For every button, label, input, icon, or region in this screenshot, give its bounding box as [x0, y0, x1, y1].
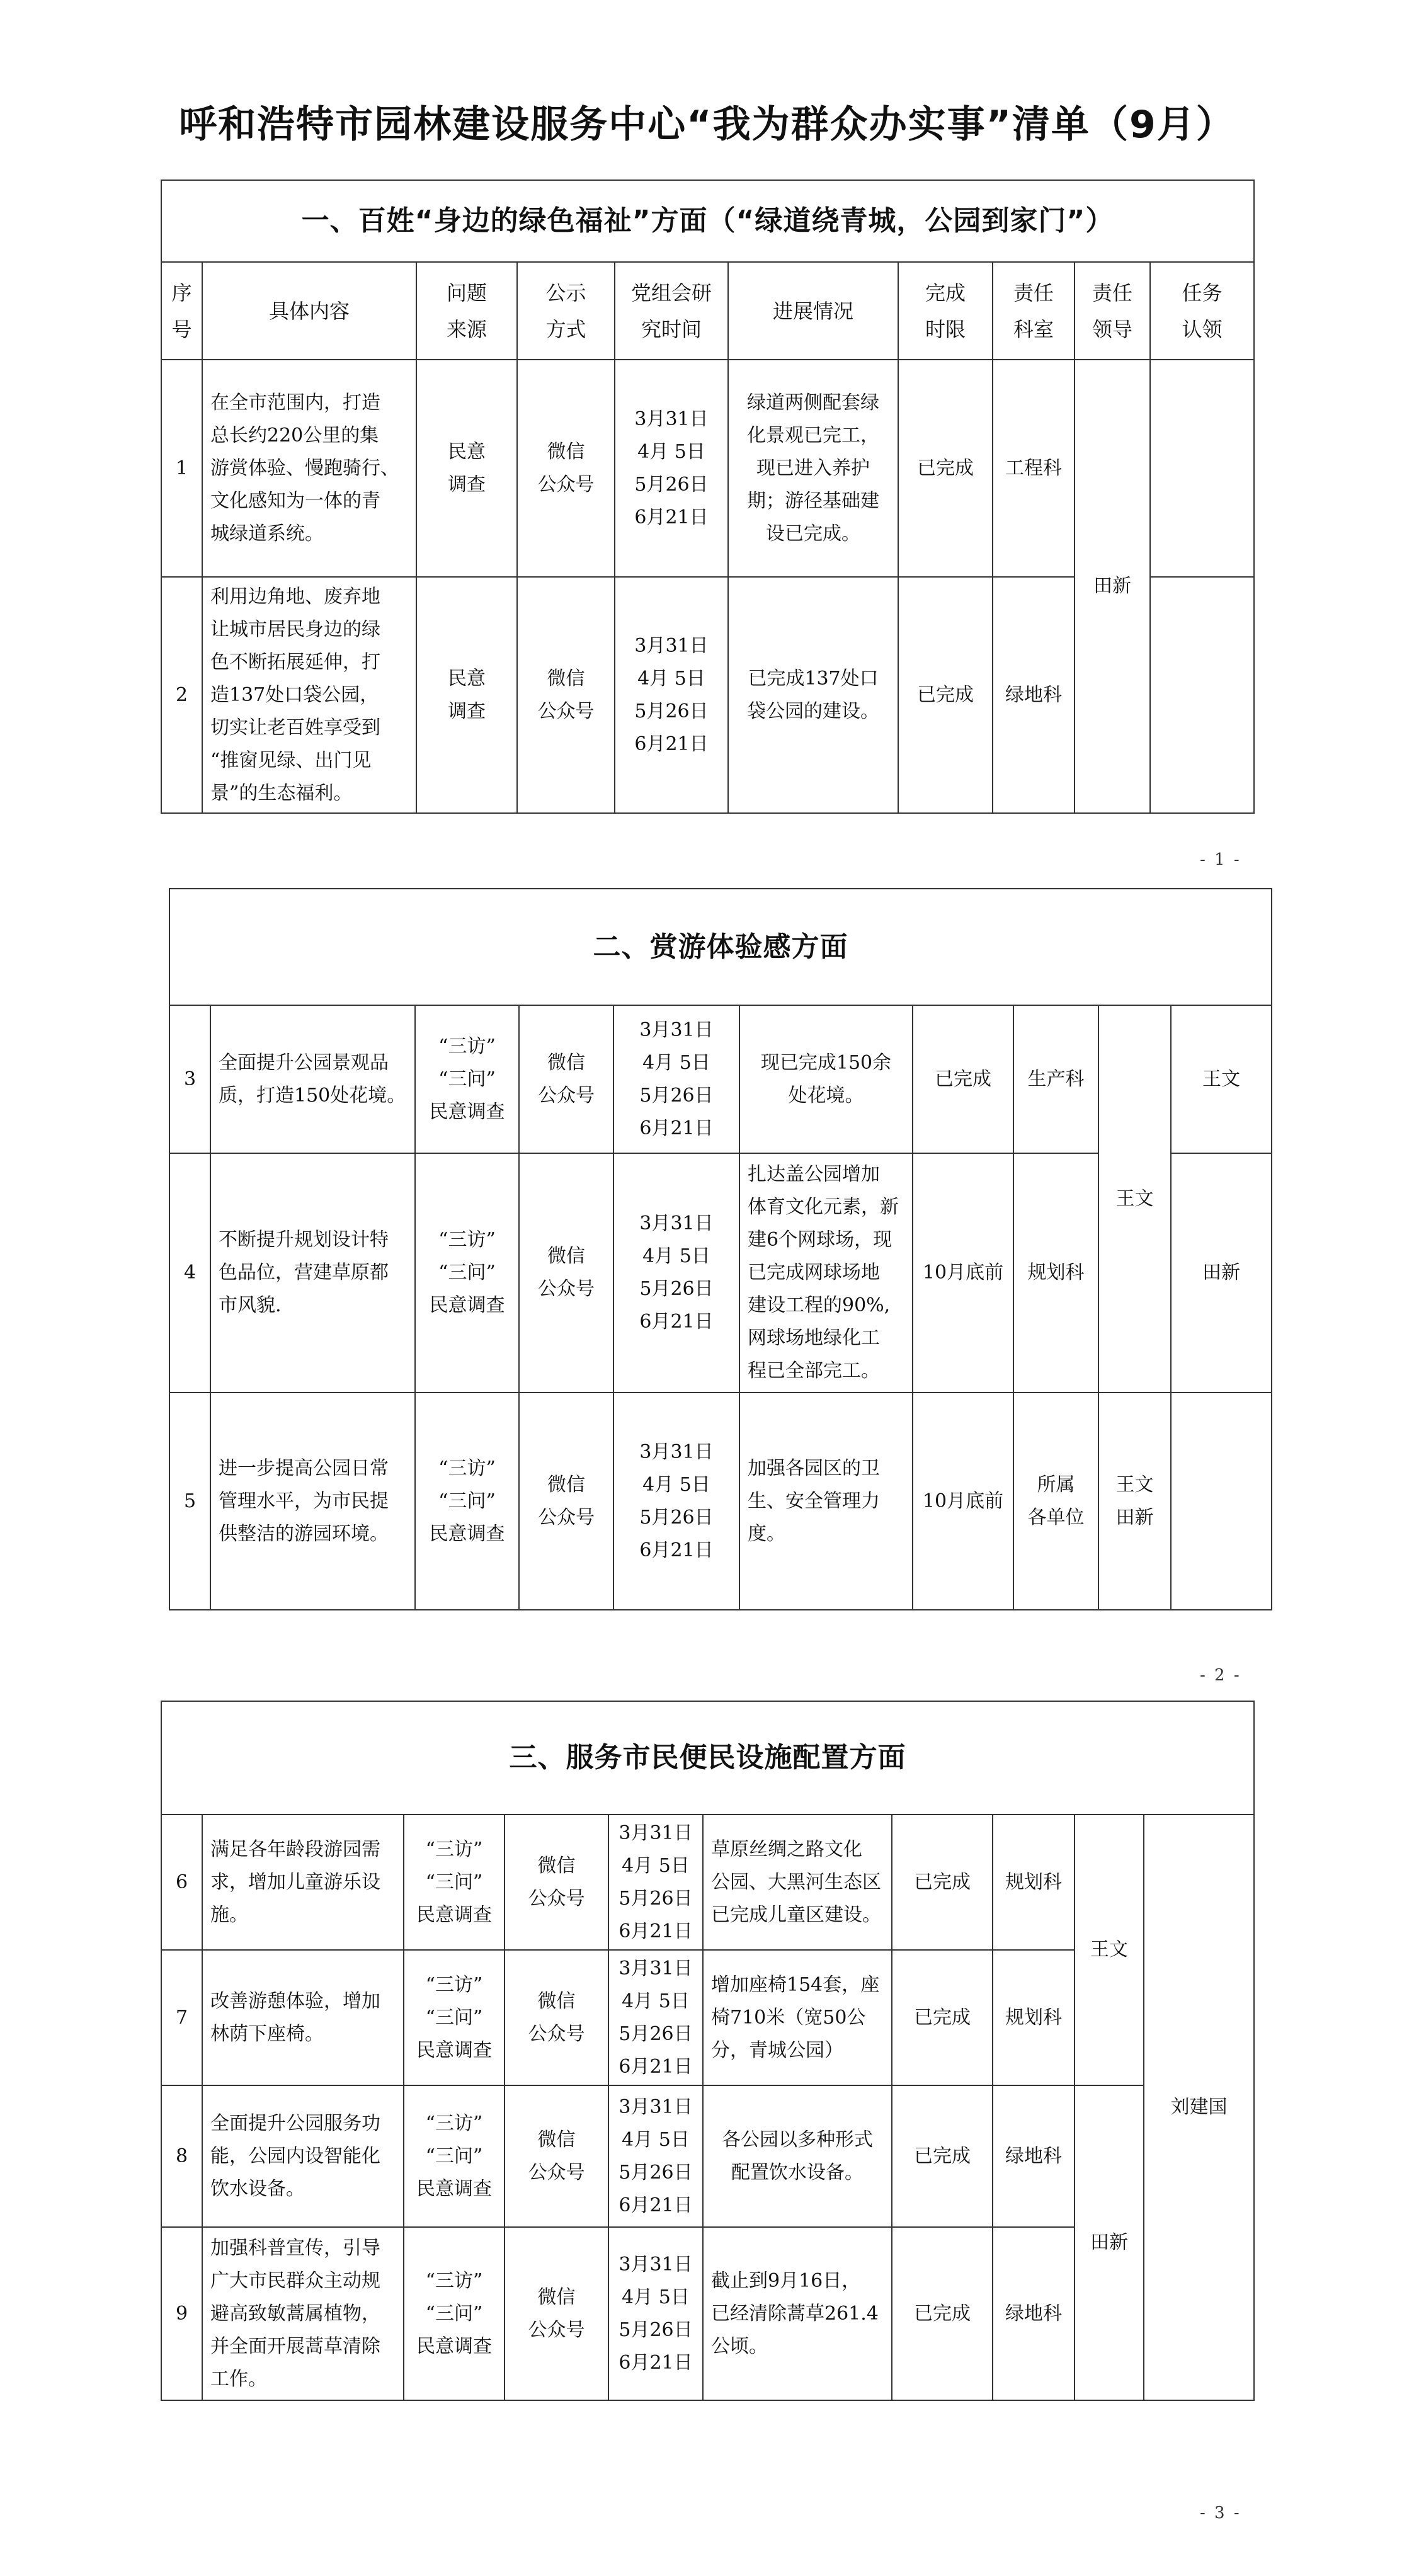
- cell-line: 改善游憩体验，增加: [210, 1990, 380, 2012]
- cell-line: 微信: [547, 1473, 585, 1496]
- row-deadline: [892, 1950, 993, 2085]
- cell-line: 微信: [537, 1854, 576, 1877]
- cell-line: “三问”: [438, 1262, 496, 1284]
- row-claim: [1171, 1153, 1272, 1393]
- row-dept: [1013, 1393, 1098, 1610]
- cell-line: 公众号: [538, 1278, 595, 1300]
- row-source: [415, 1153, 519, 1393]
- cell-line: 已完成: [917, 683, 974, 706]
- row-leader: [1098, 1005, 1171, 1393]
- cell-line: 民意调查: [429, 1522, 505, 1545]
- table-row: [161, 1815, 1254, 1950]
- row-progress: [739, 1153, 913, 1393]
- row-dates: [608, 1815, 703, 1950]
- cell-line: 微信: [537, 2128, 576, 2151]
- cell-line: 田新: [1115, 1506, 1154, 1529]
- row-deadline: [892, 2227, 993, 2400]
- cell-line: 公顷。: [711, 2335, 768, 2357]
- cell-line: 王文: [1115, 1473, 1154, 1496]
- row-progress: [703, 2227, 892, 2400]
- header-dept: 责任 科室: [993, 262, 1075, 360]
- cell-line: 椅710米（宽50公: [711, 2006, 866, 2029]
- cell-line: 增加座椅154套，座: [711, 1973, 880, 1996]
- cell-line: 已完成: [914, 2302, 971, 2325]
- cell-line: 化景观已完工，: [747, 424, 879, 447]
- cell-line: 避高致敏蒿属植物，: [210, 2302, 380, 2325]
- cell-line: “三问”: [438, 1068, 496, 1090]
- cell-line: 总长约220公里的集: [210, 424, 379, 447]
- cell-line: 游赏体验、慢跑骑行、: [210, 457, 399, 479]
- cell-line: “三访”: [425, 2112, 483, 2134]
- cell-line: 微信: [537, 2286, 576, 2308]
- cell-line: 加强各园区的卫: [748, 1457, 880, 1479]
- cell-line: 6月21日: [619, 2351, 693, 2374]
- row-claim: [1171, 1393, 1272, 1610]
- cell-line: “三访”: [425, 1973, 483, 1996]
- cell-line: 袋公园的建设。: [747, 700, 879, 722]
- cell-line: 程已全部完工。: [748, 1360, 880, 1382]
- row-leader: [1098, 1393, 1171, 1610]
- cell-line: “三问”: [425, 1871, 483, 1893]
- row-no: 6: [161, 1815, 202, 1950]
- cell-line: 公众号: [528, 2022, 585, 2045]
- cell-line: 5月26日: [619, 2161, 693, 2184]
- cell-line: 公众号: [528, 1887, 585, 1910]
- row-no: 3: [169, 1005, 210, 1153]
- cell-line: “三问”: [425, 2302, 483, 2325]
- row-deadline: [913, 1153, 1013, 1393]
- table-row: [161, 2085, 1254, 2227]
- cell-line: 造137处口袋公园，: [210, 683, 379, 706]
- cell-line: 公众号: [538, 1506, 595, 1529]
- header-content: 具体内容: [202, 262, 416, 360]
- row-no: 7: [161, 1950, 202, 2085]
- cell-line: 3月31日: [619, 2095, 693, 2118]
- row-source: [404, 1950, 505, 2085]
- header-leader: 责任 领导: [1075, 262, 1150, 360]
- cell-line: 配置饮水设备。: [731, 2161, 864, 2184]
- cell-line: 微信: [547, 440, 585, 463]
- row-method: [505, 2085, 608, 2227]
- cell-line: 4月 5日: [642, 1051, 710, 1074]
- cell-line: 5月26日: [639, 1084, 714, 1107]
- row-no: 8: [161, 2085, 202, 2227]
- cell-line: 在全市范围内，打造: [210, 391, 380, 414]
- cell-line: 度。: [748, 1522, 785, 1545]
- cell-line: “三问”: [425, 2145, 483, 2167]
- row-leader: [1075, 360, 1150, 813]
- row-method: [519, 1005, 613, 1153]
- row-claim: [1171, 1005, 1272, 1153]
- header-row: [161, 262, 1254, 360]
- row-progress: [703, 1950, 892, 2085]
- cell-line: 不断提升规划设计特: [219, 1229, 389, 1251]
- row-progress: [728, 360, 898, 577]
- cell-line: 林荫下座椅。: [210, 2022, 324, 2045]
- row-dept: [1013, 1153, 1098, 1393]
- cell-line: 民意调查: [429, 1100, 505, 1123]
- row-dates: [608, 1950, 703, 2085]
- cell-line: 田新: [1202, 1262, 1241, 1284]
- header-meeting: 党组会研 究时间: [615, 262, 728, 360]
- cell-line: 各单位: [1027, 1506, 1085, 1529]
- row-method: [519, 1153, 613, 1393]
- document-title: 呼和浩特市园林建设服务中心“我为群众办实事”清单（9月）: [179, 103, 1235, 147]
- section-1-table: [161, 180, 1255, 814]
- row-dates: [608, 2227, 703, 2400]
- row-deadline: [892, 2085, 993, 2227]
- cell-line: 4月 5日: [622, 2128, 690, 2151]
- cell-line: “三访”: [438, 1229, 496, 1251]
- cell-line: 体育文化元素，新: [748, 1196, 899, 1218]
- cell-line: 色品位，营建草原都: [219, 1262, 389, 1284]
- row-progress: [728, 577, 898, 813]
- row-leader: [1075, 1815, 1144, 2085]
- row-dept: [993, 1815, 1075, 1950]
- row-method: [505, 1950, 608, 2085]
- cell-line: 设已完成。: [766, 522, 860, 545]
- cell-line: 施。: [210, 1903, 248, 1926]
- cell-line: 已完成: [914, 2006, 971, 2029]
- header-method: 公示 方式: [517, 262, 615, 360]
- row-method: [519, 1393, 613, 1610]
- cell-line: 田新: [1090, 2231, 1128, 2254]
- cell-line: 建6个网球场，现: [748, 1229, 892, 1251]
- cell-line: 切实让老百姓享受到: [210, 716, 380, 739]
- cell-line: 管理水平，为市民提: [219, 1490, 389, 1512]
- cell-line: 绿道两侧配套绿: [747, 391, 879, 414]
- cell-line: 4月 5日: [637, 667, 705, 690]
- cell-line: 公众号: [537, 700, 595, 722]
- cell-line: 6月21日: [619, 2194, 693, 2216]
- cell-line: 质，打造150处花境。: [219, 1084, 406, 1107]
- cell-line: 生产科: [1027, 1068, 1085, 1090]
- section-3-heading: 三、服务市民便民设施配置方面: [161, 1701, 1254, 1815]
- row-dept: [1013, 1005, 1098, 1153]
- cell-line: 现已完成150余: [760, 1051, 892, 1074]
- cell-line: 6月21日: [634, 506, 709, 528]
- cell-line: 规划科: [1027, 1262, 1085, 1284]
- cell-line: 公园、大黑河生态区: [711, 1871, 881, 1893]
- cell-line: 色不断拓展延伸，打: [210, 651, 380, 673]
- cell-line: 微信: [537, 1990, 576, 2012]
- cell-line: 王文: [1202, 1068, 1241, 1090]
- row-source: [404, 1815, 505, 1950]
- row-dates: [613, 1005, 739, 1153]
- cell-line: 3月31日: [634, 634, 709, 657]
- cell-line: 并全面开展蒿草清除: [210, 2335, 380, 2357]
- row-content: [210, 1153, 415, 1393]
- cell-line: 民意调查: [416, 2039, 492, 2061]
- cell-line: 公众号: [538, 1084, 595, 1107]
- row-content: [202, 577, 416, 813]
- cell-line: 进一步提高公园日常: [219, 1457, 389, 1479]
- cell-line: 10月底前: [922, 1490, 1004, 1512]
- cell-line: 期；游径基础建: [747, 489, 879, 512]
- cell-line: 文化感知为一体的青: [210, 489, 380, 512]
- cell-line: 满足各年龄段游园需: [210, 1838, 380, 1861]
- row-content: [202, 360, 416, 577]
- cell-line: 让城市居民身边的绿: [210, 618, 380, 641]
- cell-line: “三访”: [438, 1035, 496, 1057]
- cell-line: “三问”: [425, 2006, 483, 2029]
- cell-line: 已经清除蒿草261.4: [711, 2302, 879, 2325]
- cell-line: 10月底前: [922, 1262, 1004, 1284]
- row-progress: [739, 1005, 913, 1153]
- cell-line: 截止到9月16日，: [711, 2269, 861, 2292]
- cell-line: 5月26日: [639, 1506, 714, 1529]
- cell-line: “推窗见绿、出门见: [210, 749, 372, 772]
- cell-line: 调查: [448, 473, 486, 496]
- cell-line: 加强科普宣传，引导: [210, 2237, 380, 2259]
- row-claim: [1150, 577, 1254, 813]
- cell-line: 5月26日: [619, 2022, 693, 2045]
- cell-line: 3月31日: [619, 1821, 693, 1844]
- page-number: - 3 -: [1200, 2504, 1241, 2522]
- cell-line: 民意调查: [416, 2335, 492, 2357]
- row-dates: [615, 577, 728, 813]
- cell-line: 6月21日: [619, 1920, 693, 1942]
- cell-line: 5月26日: [639, 1278, 714, 1300]
- cell-line: “三访”: [425, 1838, 483, 1861]
- cell-line: 民意调查: [416, 1903, 492, 1926]
- cell-line: 所属: [1037, 1473, 1075, 1496]
- cell-line: 已完成: [917, 457, 974, 479]
- row-progress: [703, 1815, 892, 1950]
- cell-line: 微信: [547, 1051, 585, 1074]
- row-deadline: [913, 1393, 1013, 1610]
- cell-line: 求，增加儿童游乐设: [210, 1871, 380, 1893]
- section-2-heading: 二、赏游体验感方面: [169, 889, 1272, 1005]
- row-progress: [703, 2085, 892, 2227]
- section-3-table: [161, 1701, 1255, 2401]
- row-progress: [739, 1393, 913, 1610]
- cell-line: “三访”: [425, 2269, 483, 2292]
- cell-line: 广大市民群众主动规: [210, 2269, 380, 2292]
- row-content: [210, 1005, 415, 1153]
- cell-line: 已完成137处口: [748, 667, 879, 690]
- cell-line: 绿地科: [1005, 2145, 1062, 2167]
- row-source: [416, 360, 517, 577]
- row-no: 2: [161, 577, 202, 813]
- cell-line: 饮水设备。: [210, 2177, 305, 2200]
- cell-line: 景”的生态福利。: [210, 782, 353, 804]
- cell-line: 全面提升公园服务功: [210, 2112, 380, 2134]
- row-method: [505, 2227, 608, 2400]
- cell-line: 6月21日: [634, 732, 709, 755]
- cell-line: 全面提升公园景观品: [219, 1051, 389, 1074]
- cell-line: 3月31日: [639, 1440, 714, 1463]
- row-no: 4: [169, 1153, 210, 1393]
- cell-line: 刘建国: [1170, 2096, 1228, 2118]
- cell-line: “三访”: [438, 1457, 496, 1479]
- cell-line: 公众号: [528, 2318, 585, 2341]
- row-content: [202, 1950, 404, 2085]
- page-number: - 1 -: [1200, 850, 1241, 869]
- row-dept: [993, 360, 1075, 577]
- page-number: - 2 -: [1200, 1666, 1241, 1685]
- cell-line: 微信: [547, 667, 585, 690]
- cell-line: 民意调查: [429, 1294, 505, 1316]
- cell-line: 3月31日: [619, 2253, 693, 2276]
- row-dept: [993, 2227, 1075, 2400]
- cell-line: 田新: [1093, 575, 1131, 597]
- row-source: [404, 2085, 505, 2227]
- header-progress: 进展情况: [728, 262, 898, 360]
- cell-line: 4月 5日: [642, 1245, 710, 1267]
- cell-line: 4月 5日: [637, 440, 705, 463]
- row-method: [517, 577, 615, 813]
- section-1-heading: 一、百姓“身边的绿色福祉”方面（“绿道绕青城，公园到家门”）: [161, 180, 1254, 262]
- row-method: [505, 1815, 608, 1950]
- cell-line: 已完成网球场地: [748, 1262, 880, 1284]
- cell-line: 建设工程的90%,: [748, 1294, 891, 1316]
- row-no: 9: [161, 2227, 202, 2400]
- cell-line: 草原丝绸之路文化: [711, 1838, 862, 1861]
- row-no: 5: [169, 1393, 210, 1610]
- table-row: [169, 1005, 1272, 1153]
- table-row: [161, 360, 1254, 577]
- header-source: 问题 来源: [416, 262, 517, 360]
- cell-line: 已完成: [914, 1871, 971, 1893]
- cell-line: 城绿道系统。: [210, 522, 324, 545]
- cell-line: 绿地科: [1005, 2302, 1062, 2325]
- cell-line: 各公园以多种形式: [722, 2128, 873, 2151]
- cell-line: 4月 5日: [642, 1473, 710, 1496]
- cell-line: 微信: [547, 1245, 585, 1267]
- cell-line: 5月26日: [619, 2318, 693, 2341]
- cell-line: 网球场地绿化工: [748, 1327, 880, 1349]
- cell-line: 绿地科: [1005, 683, 1062, 706]
- row-source: [404, 2227, 505, 2400]
- row-dates: [608, 2085, 703, 2227]
- row-dept: [993, 1950, 1075, 2085]
- cell-line: 扎达盖公园增加: [748, 1163, 880, 1185]
- row-dept: [993, 577, 1075, 813]
- table-row: [169, 1393, 1272, 1610]
- cell-line: 分，青城公园）: [711, 2039, 843, 2061]
- row-claim: [1150, 360, 1254, 577]
- cell-line: 民意调查: [416, 2177, 492, 2200]
- cell-line: 5月26日: [634, 700, 709, 722]
- header-claim: 任务 认领: [1150, 262, 1254, 360]
- cell-line: 5月26日: [634, 473, 709, 496]
- cell-line: 4月 5日: [622, 2286, 690, 2308]
- cell-line: “三问”: [438, 1490, 496, 1512]
- cell-line: 工作。: [210, 2368, 267, 2390]
- row-leader: [1075, 2085, 1144, 2400]
- cell-line: 调查: [448, 700, 486, 722]
- cell-line: 3月31日: [639, 1212, 714, 1234]
- row-deadline: [892, 1815, 993, 1950]
- row-source: [416, 577, 517, 813]
- row-content: [202, 2227, 404, 2400]
- row-claim: [1144, 1815, 1254, 2400]
- cell-line: 6月21日: [619, 2055, 693, 2078]
- cell-line: 4月 5日: [622, 1990, 690, 2012]
- cell-line: 王文: [1115, 1187, 1154, 1210]
- cell-line: 6月21日: [639, 1539, 714, 1561]
- row-deadline: [898, 577, 993, 813]
- cell-line: 4月 5日: [622, 1854, 690, 1877]
- row-source: [415, 1393, 519, 1610]
- cell-line: 利用边角地、废弃地: [210, 585, 380, 608]
- cell-line: 已完成: [935, 1068, 991, 1090]
- row-content: [210, 1393, 415, 1610]
- cell-line: 规划科: [1005, 1871, 1062, 1893]
- row-no: 1: [161, 360, 202, 577]
- row-deadline: [913, 1005, 1013, 1153]
- cell-line: 规划科: [1005, 2006, 1062, 2029]
- cell-line: 公众号: [537, 473, 595, 496]
- cell-line: 生、安全管理力: [748, 1490, 880, 1512]
- row-dept: [993, 2085, 1075, 2227]
- cell-line: 民意: [448, 440, 486, 463]
- cell-line: 3月31日: [619, 1957, 693, 1980]
- cell-line: 5月26日: [619, 1887, 693, 1910]
- row-source: [415, 1005, 519, 1153]
- cell-line: 6月21日: [639, 1117, 714, 1139]
- cell-line: 3月31日: [634, 407, 709, 430]
- cell-line: 处花境。: [788, 1084, 864, 1107]
- row-deadline: [898, 360, 993, 577]
- row-content: [202, 1815, 404, 1950]
- cell-line: 能，公园内设智能化: [210, 2145, 380, 2167]
- cell-line: 现已进入养护: [756, 457, 870, 479]
- cell-line: 已完成儿童区建设。: [711, 1903, 881, 1926]
- row-dates: [613, 1153, 739, 1393]
- header-no: 序 号: [161, 262, 202, 360]
- header-deadline: 完成 时限: [898, 262, 993, 360]
- section-2-table: [169, 888, 1272, 1610]
- row-dates: [615, 360, 728, 577]
- cell-line: 公众号: [528, 2161, 585, 2184]
- cell-line: 6月21日: [639, 1311, 714, 1333]
- cell-line: 供整洁的游园环境。: [219, 1522, 389, 1545]
- cell-line: 市风貌.: [219, 1294, 282, 1316]
- row-method: [517, 360, 615, 577]
- cell-line: 已完成: [914, 2145, 971, 2167]
- cell-line: 王文: [1090, 1939, 1128, 1961]
- row-dates: [613, 1393, 739, 1610]
- cell-line: 工程科: [1005, 457, 1062, 479]
- row-content: [202, 2085, 404, 2227]
- cell-line: 民意: [448, 667, 486, 690]
- cell-line: 3月31日: [639, 1018, 714, 1041]
